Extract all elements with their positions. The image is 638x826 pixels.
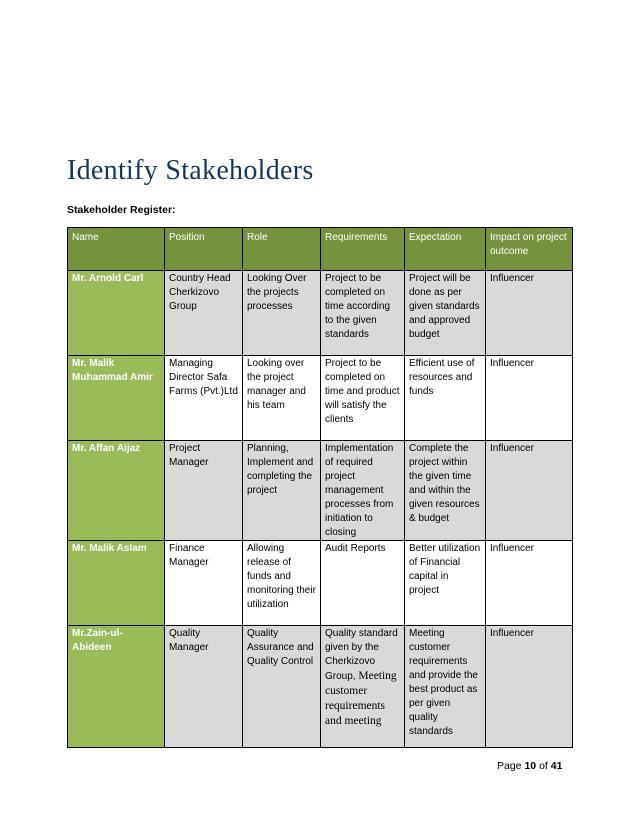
table-row (68, 271, 573, 356)
stakeholder-role: Allowing release of funds and monitoring their utilization (243, 541, 321, 626)
page-number: 10 (524, 760, 537, 772)
stakeholder-name: Mr. Arnold Carl (68, 271, 165, 356)
stakeholder-expectation: Better utilization of Financial capital in project (405, 541, 486, 626)
stakeholder-position: Quality Manager (165, 626, 243, 748)
header-name: Name (68, 228, 165, 271)
stakeholder-name: Mr. Affan Aijaz (68, 441, 165, 541)
header-position: Position (165, 228, 243, 271)
section-subtitle: Stakeholder Register: (67, 204, 176, 216)
stakeholder-impact: Influencer (486, 541, 573, 626)
stakeholder-name: Mr. Malik Aslam (68, 541, 165, 626)
stakeholder-name: Mr. Malik Muhammad Amir (68, 356, 165, 441)
stakeholder-requirements: Audit Reports (321, 541, 405, 626)
stakeholder-role: Planning, Implement and completing the project (243, 441, 321, 541)
stakeholder-impact: Influencer (486, 356, 573, 441)
requirements-text-continued: Meeting customer requirements and meeting (325, 670, 397, 727)
stakeholder-expectation: Complete the project within the given time and within the given resources & budget (405, 441, 486, 541)
stakeholder-expectation: Meeting customer requirements and provide the best product as per given quality standards (405, 626, 486, 748)
stakeholder-requirements (321, 626, 405, 748)
page-label: Page (497, 760, 522, 772)
stakeholder-impact: Influencer (486, 626, 573, 748)
stakeholder-requirements: Project to be completed on time and product will satisfy the clients (321, 356, 405, 441)
table-row (68, 541, 573, 626)
header-impact: Impact on project outcome (486, 228, 573, 271)
stakeholder-position: Finance Manager (165, 541, 243, 626)
table-row (68, 441, 573, 541)
stakeholder-expectation: Project will be done as per given standards and approved budget (405, 271, 486, 356)
stakeholder-expectation: Efficient use of resources and funds (405, 356, 486, 441)
stakeholder-role: Quality Assurance and Quality Control (243, 626, 321, 748)
table-row (68, 626, 573, 748)
page-title: Identify Stakeholders (67, 155, 314, 186)
header-requirements: Requirements (321, 228, 405, 271)
stakeholder-register-table (67, 227, 573, 748)
header-expectation: Expectation (405, 228, 486, 271)
stakeholder-position: Country Head Cherkizovo Group (165, 271, 243, 356)
table-row (68, 356, 573, 441)
stakeholder-role: Looking Over the projects processes (243, 271, 321, 356)
stakeholder-impact: Influencer (486, 271, 573, 356)
header-role: Role (243, 228, 321, 271)
stakeholder-name: Mr.Zain-ul-Abideen (68, 626, 165, 748)
table-header-row (68, 228, 573, 271)
stakeholder-impact: Influencer (486, 441, 573, 541)
page-footer (497, 760, 562, 772)
stakeholder-position: Project Manager (165, 441, 243, 541)
stakeholder-requirements: Implementation of required project management processes from initiation to closing (321, 441, 405, 541)
stakeholder-role: Looking over the project manager and his team (243, 356, 321, 441)
stakeholder-position: Managing Director Safa Farms (Pvt.)Ltd (165, 356, 243, 441)
total-pages: 41 (550, 760, 563, 772)
of-label: of (539, 760, 548, 772)
stakeholder-requirements: Project to be completed on time according to the given standards (321, 271, 405, 356)
requirements-text: Quality standard given by the Cherkizovo Group, (325, 628, 398, 682)
